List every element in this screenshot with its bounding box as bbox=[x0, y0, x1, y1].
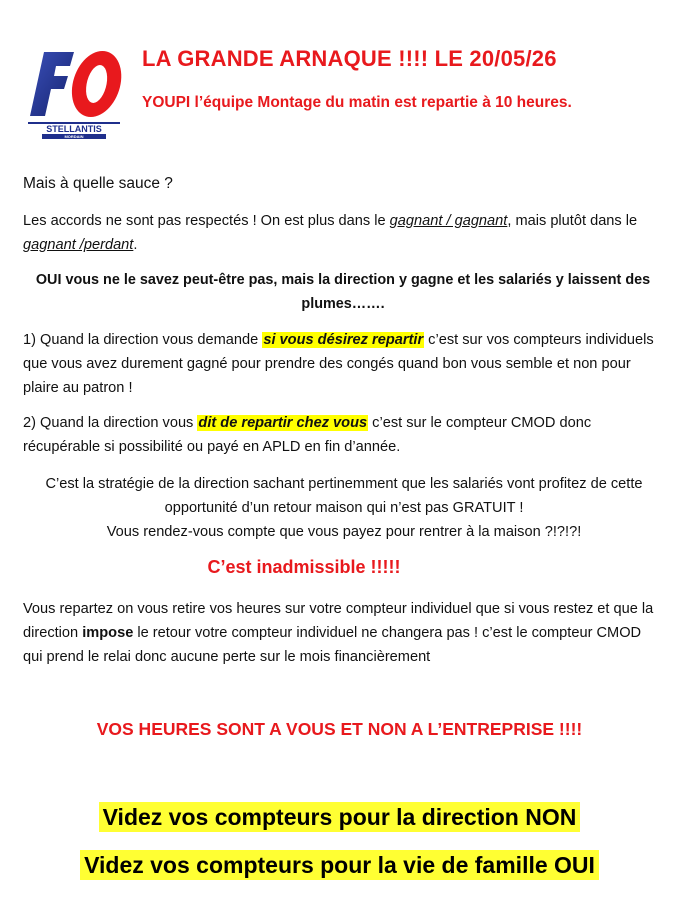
svg-text:MORDAIN: MORDAIN bbox=[64, 134, 84, 139]
heures-heading: VOS HEURES SONT A VOUS ET NON A L’ENTREPRISE !!!! bbox=[96, 719, 583, 739]
svg-text:FO: FO bbox=[22, 42, 24, 43]
paragraph-compteur: Vous repartez on vous retire vos heures sur votre compteur individuel que si vous restez et que la direction impose le retour votre compteur individuel ne changera pas ! c’est le compteur CMOD qui prend le relai donc aucune perte sur le mois financièrement bbox=[23, 601, 654, 665]
page-title: LA GRANDE ARNAQUE !!!! LE 20/05/26 bbox=[142, 46, 557, 71]
paragraph-accords: Les accords ne sont pas respectés ! On est plus dans le gagnant / gagnant, mais plutôt dans le gagnant /perdant. bbox=[23, 213, 638, 253]
cta-direction-non: Videz vos compteurs pour la direction NON bbox=[0, 804, 679, 831]
svg-text:STELLANTIS: STELLANTIS bbox=[46, 124, 102, 134]
paragraph-oui: OUI vous ne le savez peut-être pas, mais la direction y gagne et les salariés y laissent des plumes……. bbox=[35, 272, 651, 312]
cta-famille-oui: Videz vos compteurs pour la vie de famille OUI bbox=[0, 852, 679, 879]
fo-stellantis-logo bbox=[22, 42, 134, 140]
page-subtitle: YOUPI l’équipe Montage du matin est repartie à 10 heures. bbox=[142, 94, 572, 111]
inadmissible-heading: C’est inadmissible !!!!! bbox=[207, 557, 401, 577]
fo-logo-icon bbox=[22, 42, 134, 140]
paragraph-point-2: 2) Quand la direction vous dit de repartir chez vous c’est sur le compteur CMOD donc récupérable si possibilité ou payé en APLD en fin d’année. bbox=[23, 415, 592, 455]
paragraph-strategy: C’est la stratégie de la direction sachant pertinemment que les salariés vont profitez de cette opportunité d’un retour maison qui n’est pas GRATUIT ! Vous rendez-vous compte que vous payez pour rentrer à la maison ?!?!?! bbox=[45, 476, 643, 540]
paragraph-point-1: 1) Quand la direction vous demande si vous désirez repartir c’est sur vos compteurs individuels que vous avez durement gagné pour prendre des congés quand bon vous semble et non pour plaire au patron ! bbox=[23, 332, 654, 396]
question-line: Mais à quelle sauce ? bbox=[23, 175, 173, 192]
